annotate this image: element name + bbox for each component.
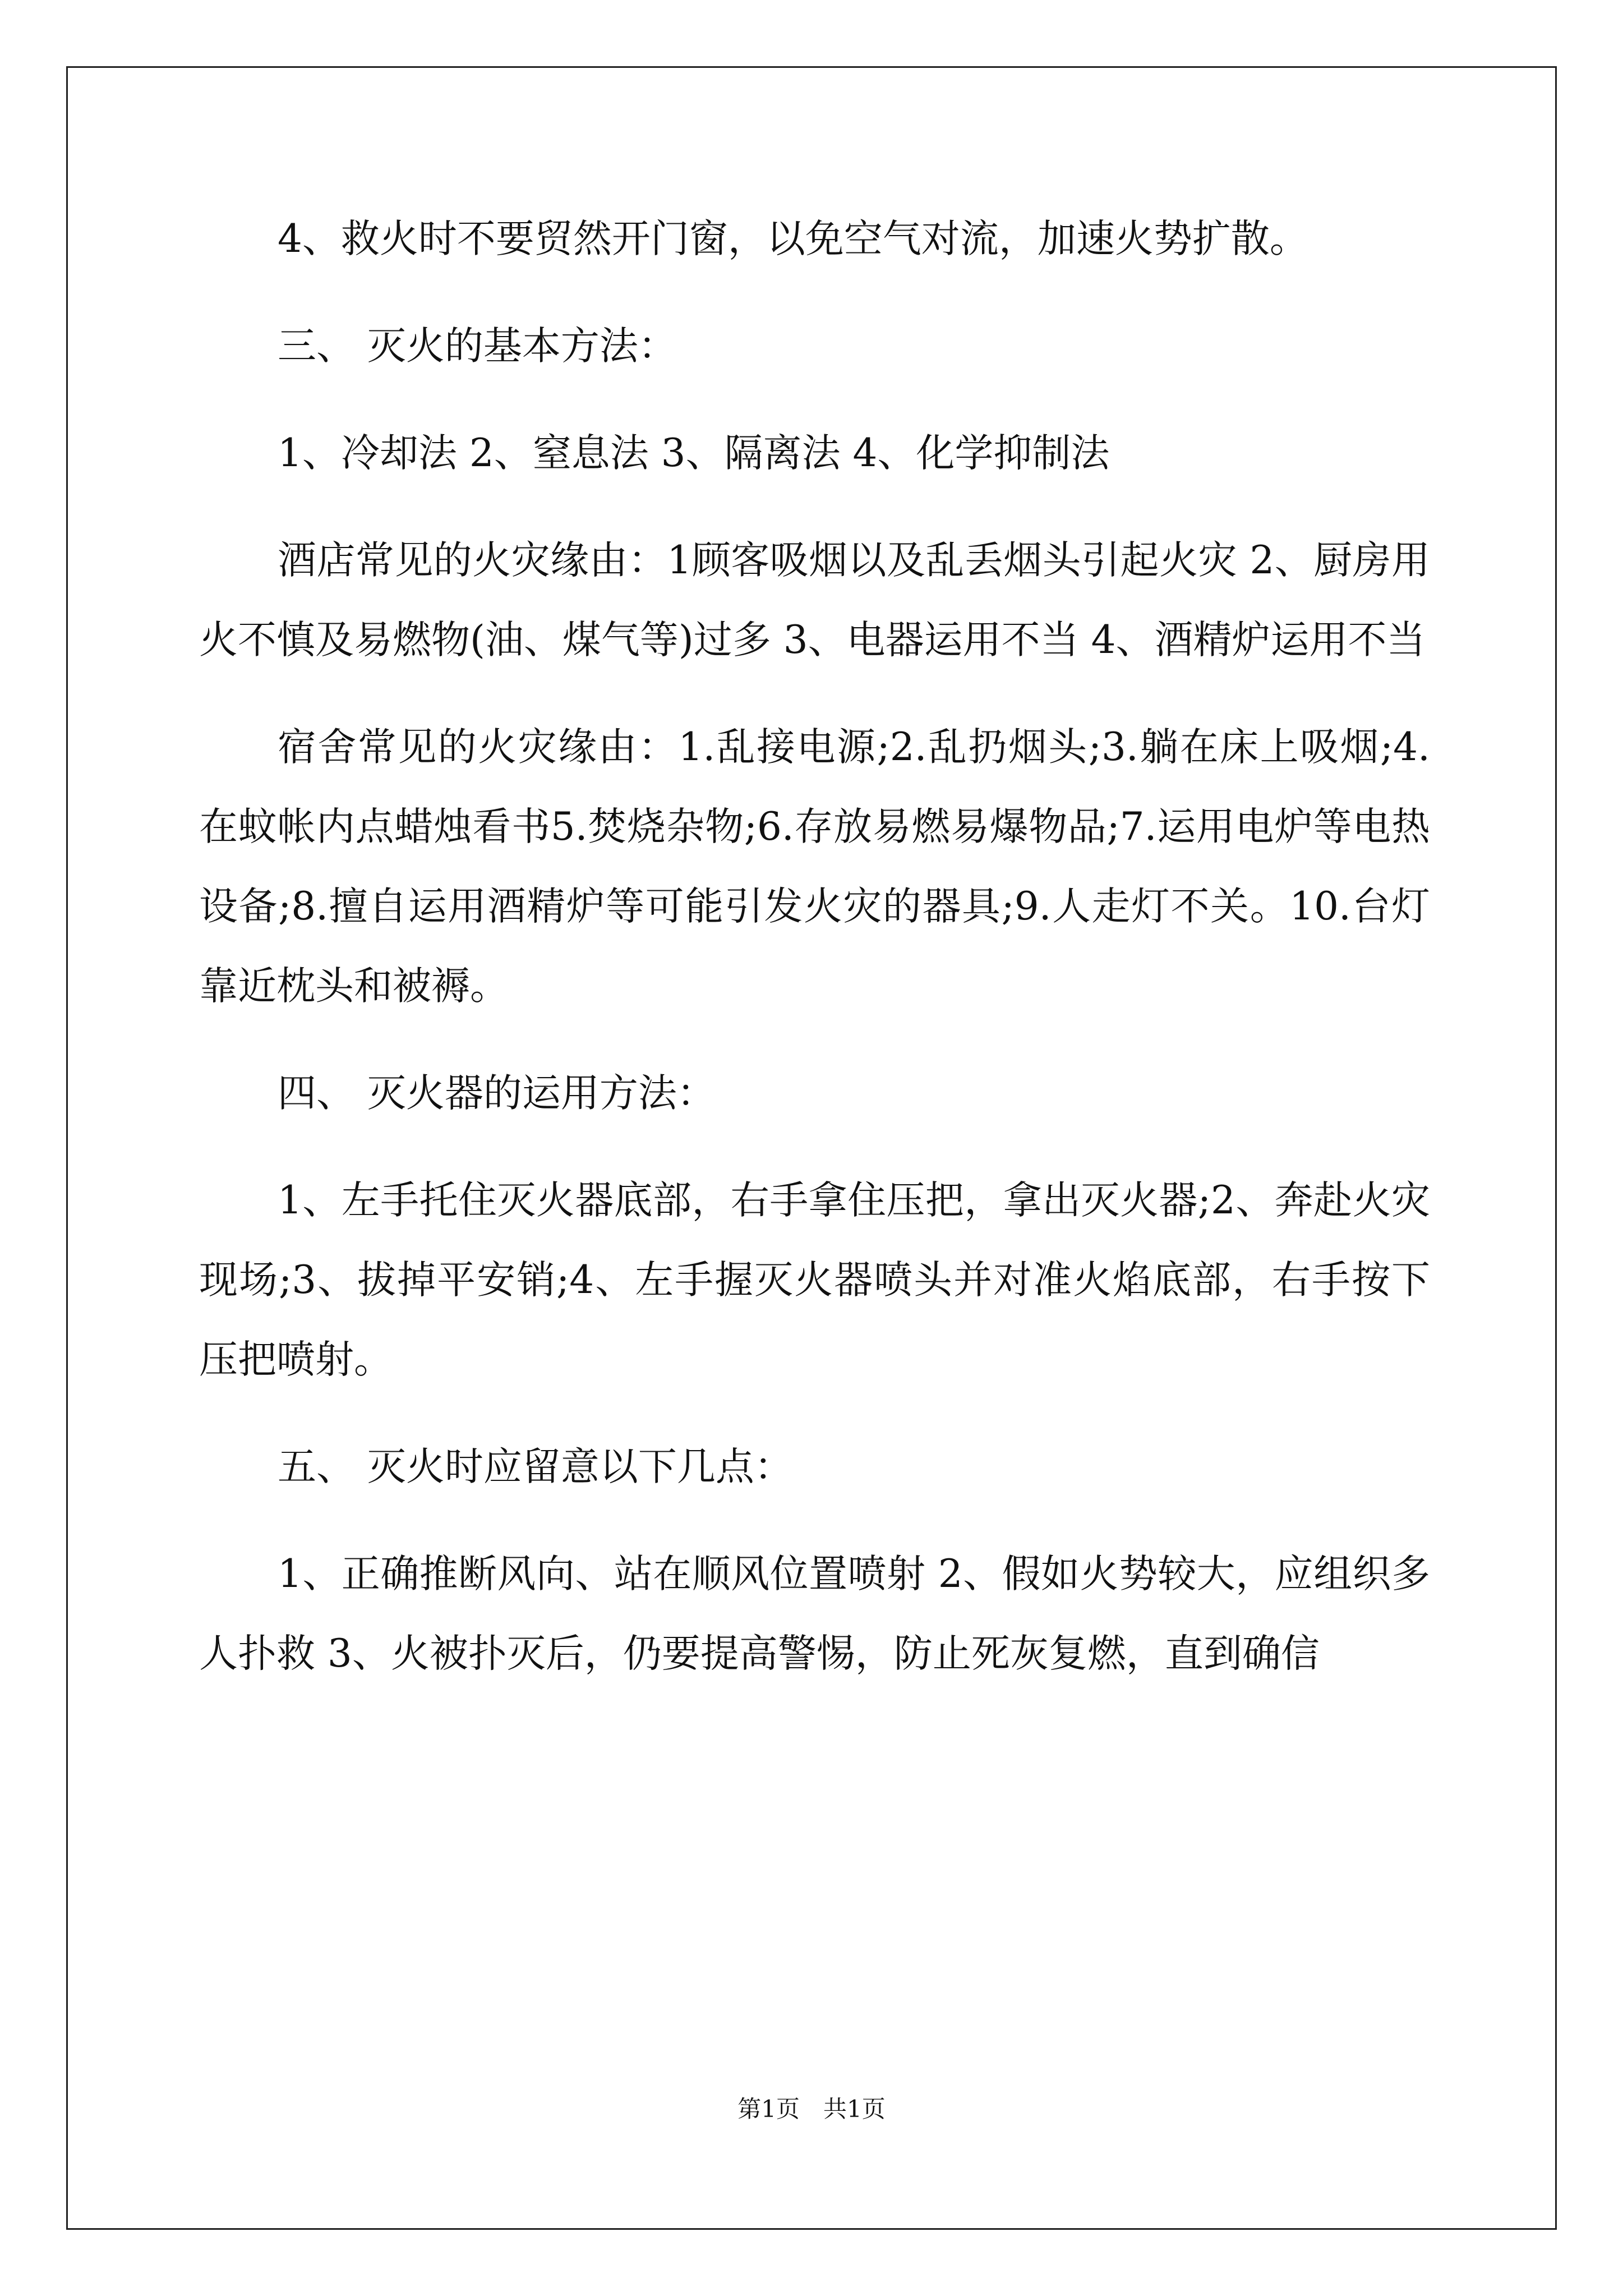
paragraph: 1、正确推断风向、站在顺风位置喷射 2、假如火势较大，应组织多人扑救 3、火被扑灭后，仍要提高警惕，防止死灰复燃，直到确信 xyxy=(199,1552,1430,1676)
page-footer xyxy=(0,2092,1623,2126)
section-heading: 三、 灭火的基本方法： xyxy=(278,324,677,369)
section-heading: 五、 灭火时应留意以下几点： xyxy=(278,1444,793,1489)
page-total: 共1页 xyxy=(823,2095,886,2123)
paragraph: 酒店常见的火灾缘由：1顾客吸烟以及乱丢烟头引起火灾 2、厨房用火不慎及易燃物(油、煤气等)过多 3、电器运用不当 4、酒精炉运用不当 xyxy=(199,538,1430,662)
paragraph: 4、救火时不要贸然开门窗，以免空气对流，加速火势扩散。 xyxy=(278,217,1308,261)
document-body xyxy=(199,199,1430,1721)
section-heading: 四、 灭火器的运用方法： xyxy=(278,1071,716,1116)
page-number: 第1页 xyxy=(737,2095,800,2123)
paragraph: 1、冷却法 2、窒息法 3、隔离法 4、化学抑制法 xyxy=(278,431,1110,476)
paragraph: 1、左手托住灭火器底部，右手拿住压把，拿出灭火器;2、奔赴火灾现场;3、拔掉平安销;4、左手握灭火器喷头并对准火焰底部，右手按下压把喷射。 xyxy=(199,1178,1430,1382)
paragraph: 宿舍常见的火灾缘由：1.乱接电源;2.乱扔烟头;3.躺在床上吸烟;4.在蚊帐内点蜡烛看书5.焚烧杂物;6.存放易燃易爆物品;7.运用电炉等电热设备;8.擅自运用酒精炉等可能引发火灾的器具;9.人走灯不关。10.台灯靠近枕头和被褥。 xyxy=(199,725,1430,1009)
